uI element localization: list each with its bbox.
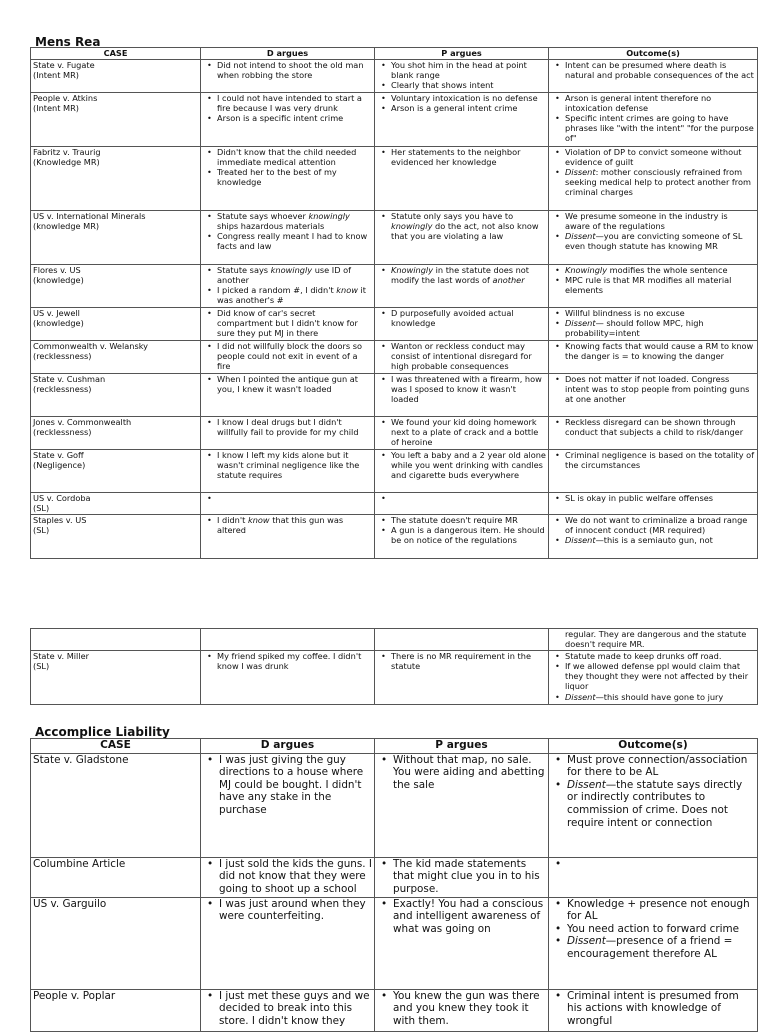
p-argues-cell <box>375 265 549 308</box>
case-name-cell <box>31 93 201 147</box>
d-argues-cell <box>201 341 375 374</box>
bullet-item: • I just met these guys and we decided to break into this store. I didn't know they <box>203 990 372 1028</box>
bullet-item: • Dissent: mother consciously refrained from seeking medical help to protect another from criminal charges <box>551 167 755 197</box>
table-row <box>31 147 758 211</box>
mens-rea-table-wrap <box>30 47 757 559</box>
case-name: US v. Jewell <box>33 308 80 319</box>
outcome-cell <box>549 211 758 265</box>
case-category: (Negligence) <box>33 460 86 471</box>
table-row <box>31 629 758 651</box>
outcome-cell <box>549 60 758 93</box>
case-name-cell <box>31 417 201 450</box>
p-argues-cell <box>375 515 549 559</box>
case-name-cell <box>31 857 201 897</box>
p-argues-cell <box>375 651 549 705</box>
bullet-item: • The kid made statements that might clue you in to his purpose. <box>377 858 546 896</box>
table-row <box>31 515 758 559</box>
case-name-cell <box>31 897 201 989</box>
outcome-cell <box>549 857 758 897</box>
d-argues-cell <box>201 493 375 515</box>
table-row <box>31 265 758 308</box>
accomplice-table-wrap <box>30 738 757 1032</box>
p-argues-cell <box>375 147 549 211</box>
p-argues-cell <box>375 417 549 450</box>
outcome-cell <box>549 93 758 147</box>
table-row <box>31 897 758 989</box>
case-name: US v. International Minerals <box>33 211 146 222</box>
case-name: Commonwealth v. Welansky <box>33 341 149 352</box>
case-category: (Knowledge MR) <box>33 157 100 168</box>
bullet-item: • Arson is a specific intent crime <box>203 113 372 123</box>
bullet-item: • I could not have intended to start a fire because I was very drunk <box>203 93 372 113</box>
bullet-item: • Dissent—the statute says directly or indirectly contributes to commission of crime. Does not require intent or connection <box>551 779 755 829</box>
table-row <box>31 857 758 897</box>
case-category: (SL) <box>33 661 50 672</box>
p-argues-cell <box>375 374 549 417</box>
outcome-cell <box>549 341 758 374</box>
p-argues-cell <box>375 308 549 341</box>
col-header-p-argues: P argues <box>375 739 549 754</box>
case-name-cell <box>31 753 201 857</box>
col-header-case: CASE <box>31 739 201 754</box>
d-argues-cell <box>201 417 375 450</box>
case-name-cell <box>31 515 201 559</box>
outcome-cell <box>549 493 758 515</box>
d-argues-cell <box>201 308 375 341</box>
d-argues-cell <box>201 93 375 147</box>
bullet-item: • Must prove connection/association for there to be AL <box>551 754 755 779</box>
case-name-cell <box>31 493 201 515</box>
d-argues-cell <box>201 897 375 989</box>
bullet-item: • Dissent—this is a semiauto gun, not <box>551 535 755 545</box>
bullet-item: • Knowingly in the statute does not modify the last words of another <box>377 265 546 285</box>
d-argues-cell <box>201 147 375 211</box>
case-name: State v. Cushman <box>33 374 106 385</box>
mens-rea-table <box>30 47 758 559</box>
p-argues-cell <box>375 93 549 147</box>
bullet-item <box>551 858 755 871</box>
d-argues-cell <box>201 515 375 559</box>
bullet-item: • When I pointed the antique gun at you, I knew it wasn't loaded <box>203 374 372 394</box>
bullet-item: • You left a baby and a 2 year old alone while you went drinking with candles and cigarette buds everywhere <box>377 450 546 480</box>
case-name: US v. Cordoba <box>33 493 91 504</box>
case-category: (recklessness) <box>33 427 92 438</box>
bullet-item: • The statute doesn't require MR <box>377 515 546 525</box>
continuation-table-wrap <box>30 628 757 705</box>
bullet-item: • I know I deal drugs but I didn't willfully fail to provide for my child <box>203 417 372 437</box>
d-argues-cell <box>201 753 375 857</box>
table-row <box>31 93 758 147</box>
bullet-item: • I was just giving the guy directions to a house where MJ could be bought. I didn't have any stake in the purchase <box>203 754 372 817</box>
bullet-item: • Her statements to the neighbor evidenced her knowledge <box>377 147 546 167</box>
case-name: State v. Fugate <box>33 60 95 71</box>
col-header-d-argues: D argues <box>201 739 375 754</box>
bullet-item: • Dissent—you are convicting someone of SL even though statute has knowing MR <box>551 231 755 251</box>
outcome-cell <box>549 515 758 559</box>
table-row <box>31 60 758 93</box>
case-category: (recklessness) <box>33 351 92 362</box>
bullet-item: • We found your kid doing homework next to a plate of crack and a bottle of heroine <box>377 417 546 447</box>
bullet-item <box>203 493 372 503</box>
bullet-item: • Willful blindness is no excuse <box>551 308 755 318</box>
table-row <box>31 341 758 374</box>
bullet-item: • There is no MR requirement in the statute <box>377 651 546 671</box>
case-category: (SL) <box>33 525 50 536</box>
outcome-cell <box>549 265 758 308</box>
case-name-cell <box>31 308 201 341</box>
bullet-item: • I was threatened with a firearm, how was I sposed to know it wasn't loaded <box>377 374 546 404</box>
bullet-item: • Statute says knowingly use ID of another <box>203 265 372 285</box>
bullet-item: • Didn't know that the child needed immediate medical attention <box>203 147 372 167</box>
bullet-item: • Criminal negligence is based on the totality of the circumstances <box>551 450 755 470</box>
mens-rea-title: Mens Rea <box>35 35 101 49</box>
table-row <box>31 374 758 417</box>
bullet-item: • Arson is general intent therefore no intoxication defense <box>551 93 755 113</box>
bullet-item: • Statute only says you have to knowingly do the act, not also know that you are violating a law <box>377 211 546 241</box>
case-name: People v. Atkins <box>33 93 98 104</box>
bullet-item: • Specific intent crimes are going to have phrases like "with the intent" "for the purpose of" <box>551 113 755 143</box>
p-argues-cell <box>375 493 549 515</box>
case-name-cell <box>31 374 201 417</box>
bullet-item: • SL is okay in public welfare offenses <box>551 493 755 503</box>
case-name-cell <box>31 265 201 308</box>
outcome-cell <box>549 417 758 450</box>
case-category: (knowledge) <box>33 318 84 329</box>
bullet-item: • Knowing facts that would cause a RM to know the danger is = to knowing the danger <box>551 341 755 361</box>
bullet-item: • Dissent— should follow MPC, high probability=intent <box>551 318 755 338</box>
d-argues-cell <box>201 374 375 417</box>
outcome-cell <box>549 450 758 493</box>
bullet-item: • We do not want to criminalize a broad range of innocent conduct (MR required) <box>551 515 755 535</box>
outcome-cell <box>549 753 758 857</box>
p-argues-cell <box>375 753 549 857</box>
bullet-item: • If we allowed defense ppl would claim that they thought they were not affected by their liquor <box>551 661 755 691</box>
bullet-item: • Intent can be presumed where death is natural and probable consequences of the act <box>551 60 755 80</box>
col-header-outcomes: Outcome(s) <box>549 739 758 754</box>
col-header-d-argues: D argues <box>201 48 375 60</box>
bullet-item: • Violation of DP to convict someone without evidence of guilt <box>551 147 755 167</box>
bullet-item: • A gun is a dangerous item. He should be on notice of the regulations <box>377 525 546 545</box>
case-name-cell <box>31 211 201 265</box>
outcome-cell <box>549 651 758 705</box>
case-name: State v. Goff <box>33 450 84 461</box>
bullet-item: • Voluntary intoxication is no defense <box>377 93 546 103</box>
case-name: US v. Garguilo <box>33 897 107 910</box>
bullet-item: • Dissent—this should have gone to jury <box>551 692 755 702</box>
case-name-cell <box>31 60 201 93</box>
case-name: Jones v. Commonwealth <box>33 417 132 428</box>
p-argues-cell <box>375 60 549 93</box>
bullet-item: • I just sold the kids the guns. I did not know that they were going to shoot up a school <box>203 858 372 896</box>
bullet-item: • I picked a random #, I didn't know it was another's # <box>203 285 372 305</box>
table-row <box>31 450 758 493</box>
table-row <box>31 989 758 1031</box>
continuation-table <box>30 628 758 705</box>
bullet-item: • I know I left my kids alone but it wasn't criminal negligence like the statute requires <box>203 450 372 480</box>
table-row <box>31 417 758 450</box>
bullet-item: • Did not intend to shoot the old man when robbing the store <box>203 60 372 80</box>
accomplice-liability-title: Accomplice Liability <box>35 725 170 739</box>
bullet-item: • Arson is a general intent crime <box>377 103 546 113</box>
p-argues-cell <box>375 450 549 493</box>
bullet-item: • My friend spiked my coffee. I didn't know I was drunk <box>203 651 372 671</box>
bullet-item: • Knowingly modifies the whole sentence <box>551 265 755 275</box>
bullet-item: • I was just around when they were counterfeiting. <box>203 898 372 923</box>
bullet-item: • Exactly! You had a conscious and intelligent awareness of what was going on <box>377 898 546 936</box>
bullet-item: • Dissent—presence of a friend = encouragement therefore AL <box>551 935 755 960</box>
case-name-cell <box>31 989 201 1031</box>
continued-outcome: regular. They are dangerous and the statute doesn't require MR. <box>565 629 747 650</box>
case-category: (SL) <box>33 503 50 514</box>
d-argues-cell <box>201 211 375 265</box>
col-header-p-argues: P argues <box>375 48 549 60</box>
case-category: (knowledge) <box>33 275 84 286</box>
d-argues-cell <box>201 857 375 897</box>
d-argues-cell <box>201 60 375 93</box>
bullet-item: • We presume someone in the industry is aware of the regulations <box>551 211 755 231</box>
bullet-item: • Reckless disregard can be shown through conduct that subjects a child to risk/danger <box>551 417 755 437</box>
outcome-cell <box>549 147 758 211</box>
bullet-item: • You knew the gun was there and you knew they took it with them. <box>377 990 546 1028</box>
outcome-cell <box>549 897 758 989</box>
case-category: (recklessness) <box>33 384 92 395</box>
bullet-item: • Congress really meant I had to know facts and law <box>203 231 372 251</box>
p-argues-cell <box>375 857 549 897</box>
case-name: People v. Poplar <box>33 989 116 1002</box>
bullet-item: • Does not matter if not loaded. Congress intent was to stop people from pointing guns at one another <box>551 374 755 404</box>
d-argues-cell <box>201 651 375 705</box>
p-argues-cell <box>375 341 549 374</box>
bullet-item: • Treated her to the best of my knowledge <box>203 167 372 187</box>
case-name-cell <box>31 341 201 374</box>
case-category: (Intent MR) <box>33 103 79 114</box>
bullet-item: • I did not willfully block the doors so people could not exit in event of a fire <box>203 341 372 371</box>
bullet-item: • I didn't know that this gun was altered <box>203 515 372 535</box>
table-row <box>31 308 758 341</box>
bullet-item: • MPC rule is that MR modifies all material elements <box>551 275 755 295</box>
table-row <box>31 211 758 265</box>
case-name-cell <box>31 651 201 705</box>
outcome-cell <box>549 989 758 1031</box>
bullet-item: • Knowledge + presence not enough for AL <box>551 898 755 923</box>
bullet-item: • Without that map, no sale. You were aiding and abetting the sale <box>377 754 546 792</box>
bullet-item: • Clearly that shows intent <box>377 80 546 90</box>
case-category: (Intent MR) <box>33 70 79 81</box>
case-name: State v. Gladstone <box>33 753 129 766</box>
bullet-item: • Did know of car's secret compartment but I didn't know for sure they put MJ in there <box>203 308 372 338</box>
d-argues-cell <box>201 989 375 1031</box>
outcome-cell <box>549 308 758 341</box>
table-row <box>31 651 758 705</box>
p-argues-cell <box>375 989 549 1031</box>
bullet-item: • Criminal intent is presumed from his actions with knowledge of wrongful <box>551 990 755 1028</box>
bullet-item: • You need action to forward crime <box>551 923 755 936</box>
bullet-item <box>377 493 546 503</box>
p-argues-cell <box>375 897 549 989</box>
bullet-item: • You shot him in the head at point blank range <box>377 60 546 80</box>
case-name: Fabritz v. Traurig <box>33 147 101 158</box>
bullet-item: • Statute says whoever knowingly ships hazardous materials <box>203 211 372 231</box>
case-name-cell <box>31 450 201 493</box>
case-category: (knowledge MR) <box>33 221 100 232</box>
outcome-cell <box>549 374 758 417</box>
col-header-case: CASE <box>31 48 201 60</box>
bullet-item: • Wanton or reckless conduct may consist of intentional disregard for high probable consequences <box>377 341 546 371</box>
table-row <box>31 493 758 515</box>
table-row <box>31 753 758 857</box>
case-name: Staples v. US <box>33 515 87 526</box>
case-name: Columbine Article <box>33 857 126 870</box>
d-argues-cell <box>201 450 375 493</box>
bullet-item: • Statute made to keep drunks off road. <box>551 651 755 661</box>
case-name-cell <box>31 147 201 211</box>
p-argues-cell <box>375 211 549 265</box>
case-name: Flores v. US <box>33 265 81 276</box>
bullet-item: • D purposefully avoided actual knowledge <box>377 308 546 328</box>
case-name: State v. Miller <box>33 651 89 662</box>
d-argues-cell <box>201 265 375 308</box>
col-header-outcomes: Outcome(s) <box>549 48 758 60</box>
accomplice-table <box>30 738 758 1032</box>
